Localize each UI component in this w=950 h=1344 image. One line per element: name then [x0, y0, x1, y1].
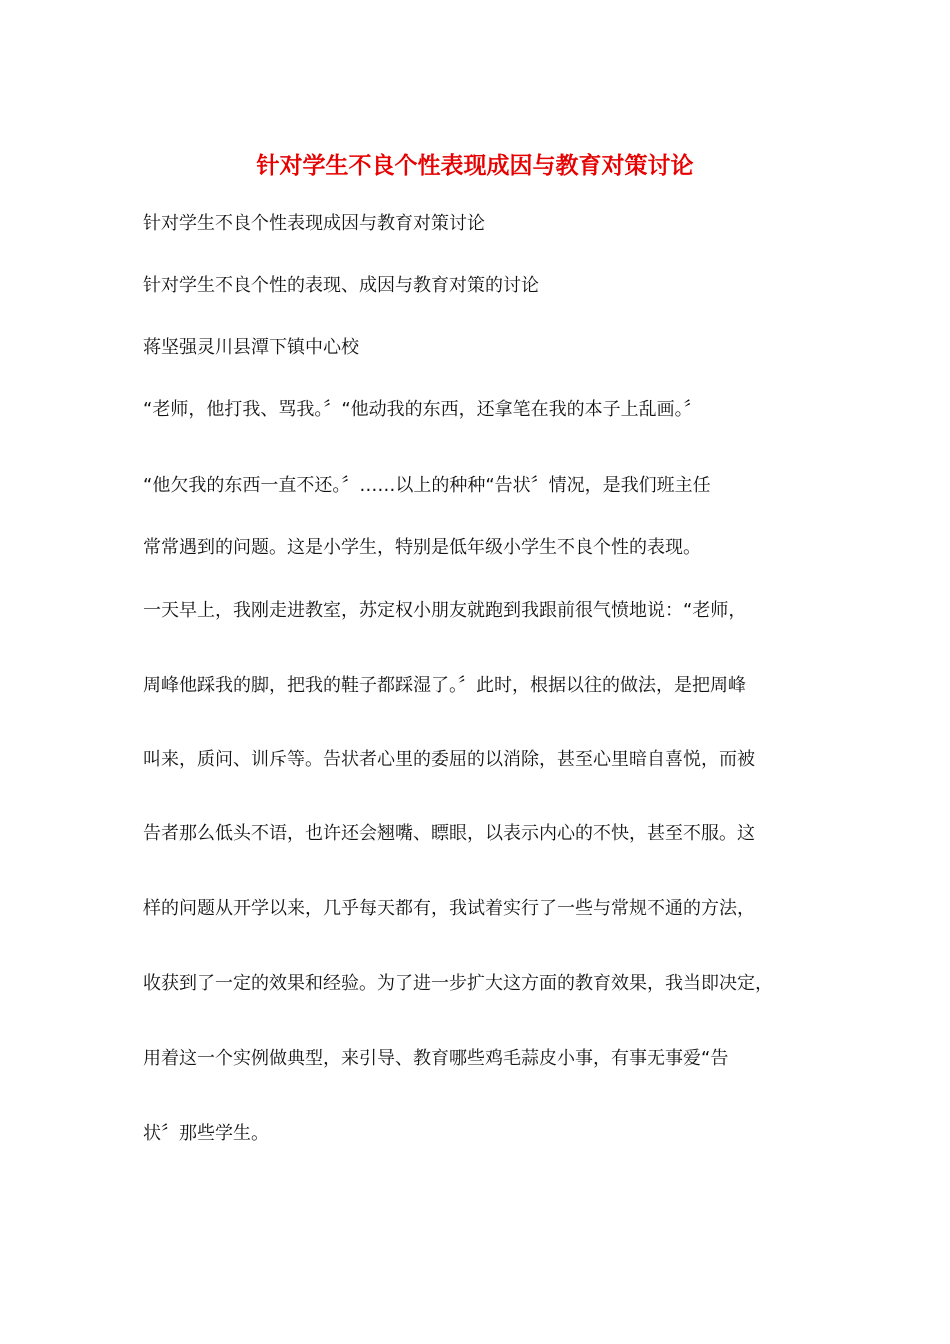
document-title: 针对学生不良个性表现成因与教育对策讨论 [256, 152, 694, 179]
paragraph-line: “老师，他打我、骂我。〞“他动我的东西，还拿笔在我的本子上乱画。〞 [143, 399, 702, 420]
paragraph-line: 一天早上，我刚走进教室，苏定权小朋友就跑到我跟前很气愤地说：“老师， [143, 600, 747, 621]
paragraph-line: 周峰他踩我的脚，把我的鞋子都踩湿了。〞此时，根据以往的做法，是把周峰 [143, 675, 746, 696]
document-heading: 针对学生不良个性的表现、成因与教育对策的讨论 [143, 275, 539, 296]
paragraph-line: 叫来，质问、训斥等。告状者心里的委屈的以消除，甚至心里暗自喜悦，而被 [143, 749, 755, 770]
paragraph-line: 常常遇到的问题。这是小学生，特别是低年级小学生不良个性的表现。 [143, 537, 701, 558]
document-author: 蒋坚强灵川县潭下镇中心校 [143, 337, 359, 358]
paragraph-line: 样的问题从开学以来，几乎每天都有，我试着实行了一些与常规不通的方法， [143, 898, 755, 919]
paragraph-line: 收获到了一定的效果和经验。为了进一步扩大这方面的教育效果，我当即决定， [143, 973, 773, 994]
paragraph-line: 告者那么低头不语，也许还会翘嘴、瞟眼，以表示内心的不快，甚至不服。这 [143, 823, 755, 844]
document-subtitle: 针对学生不良个性表现成因与教育对策讨论 [143, 213, 485, 234]
paragraph-line: 用着这一个实例做典型，来引导、教育哪些鸡毛蒜皮小事，有事无事爱“告 [143, 1048, 729, 1069]
paragraph-line: 状〞那些学生。 [143, 1123, 269, 1144]
paragraph-line: “他欠我的东西一直不还。〞……以上的种种“告状〞情况，是我们班主任 [143, 475, 711, 496]
